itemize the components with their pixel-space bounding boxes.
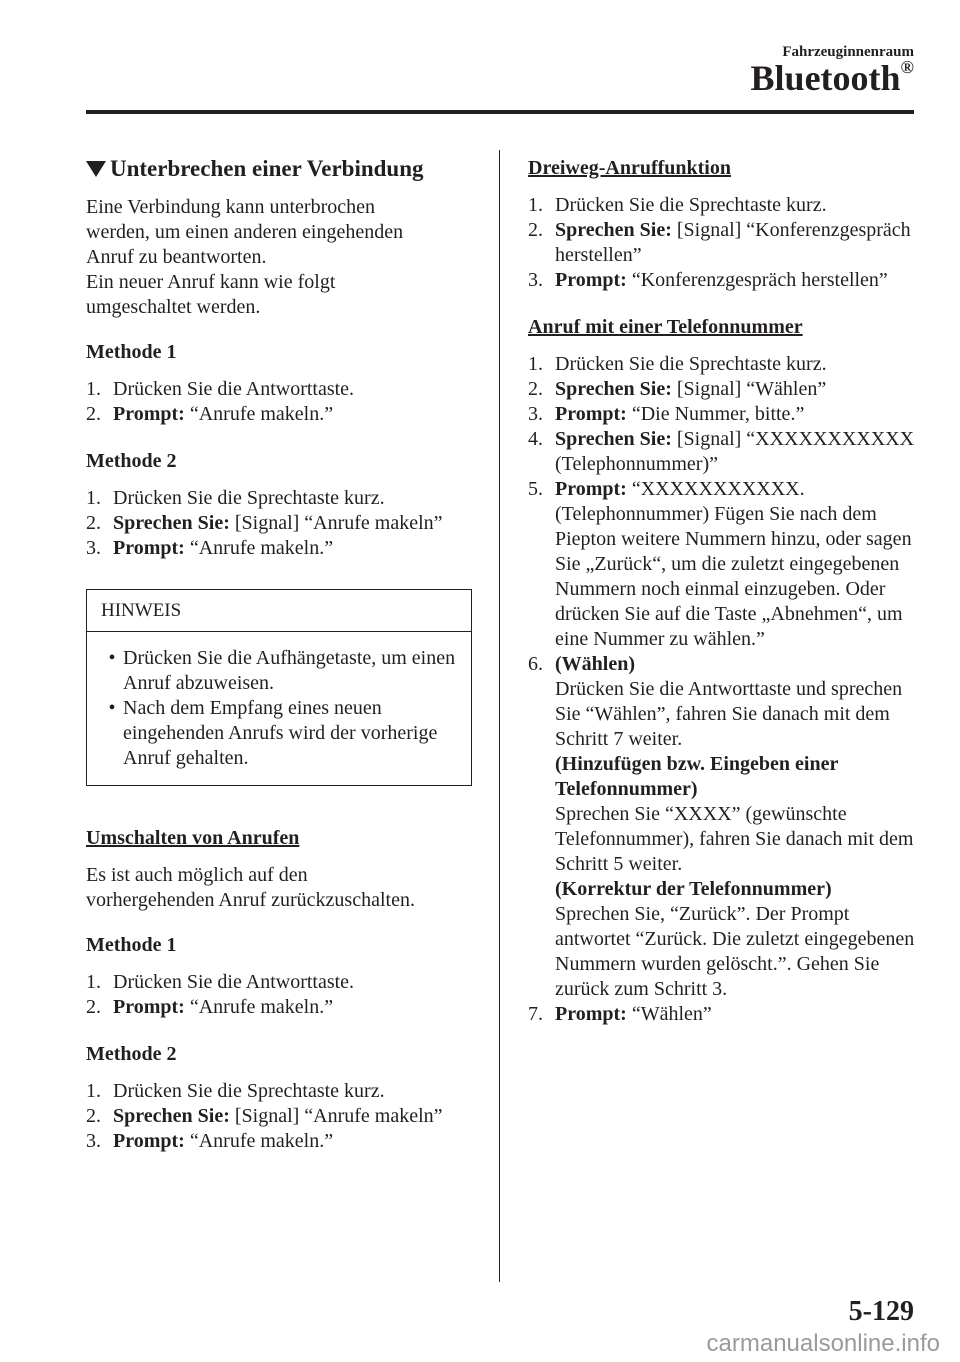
step: 1. Drücken Sie die Sprechtaste kurz.: [86, 487, 385, 509]
step: 3. Prompt: “Anrufe makeln.”: [86, 1130, 334, 1152]
step: 3. Prompt: “Die Nummer, bitte.”: [528, 403, 805, 425]
step: 3. Prompt: “Konferenzgespräch herstellen”: [528, 269, 888, 291]
header-title: Bluetooth®: [750, 57, 914, 98]
switch-intro: Es ist auch möglich auf den vorhergehenden Anruf zurückzuschalten.: [86, 864, 415, 911]
step: 5. Prompt: “XXXXXXXXXXX. (Telephonnummer) Fügen Sie nach dem Piepton weitere Nummern hinzu, oder sagen Sie „Zurück“, um die zuletzt eingegebenen Nummern noch einmal einzugeben. Oder drücken Sie auf die Taste „Abnehmen“, um eine Nummer zu wählen.”: [528, 478, 912, 650]
column-divider: [499, 150, 500, 1282]
page-number: 5-129: [848, 1296, 914, 1327]
switch-method-2-title: Methode 2: [86, 1043, 177, 1065]
method-1-title: Methode 1: [86, 341, 177, 363]
left-column: [86, 156, 476, 1176]
step: 2. Sprechen Sie: [Signal] “Anrufe makeln”: [86, 1105, 443, 1127]
step: 2. Sprechen Sie: [Signal] “Konferenzgespräch herstellen”: [528, 219, 911, 266]
step: 1. Drücken Sie die Sprechtaste kurz.: [528, 194, 827, 216]
method-2-title: Methode 2: [86, 450, 177, 472]
switch-method-1-steps: [86, 970, 476, 1020]
method-2-steps: [86, 486, 476, 561]
header-rule: [86, 110, 914, 114]
step: 1. Drücken Sie die Antworttaste.: [86, 971, 355, 993]
switch-method-2-steps: [86, 1079, 476, 1154]
step: 1. Drücken Sie die Sprechtaste kurz.: [528, 353, 827, 375]
switch-calls-title: Umschalten von Anrufen: [86, 827, 300, 849]
step: 7. Prompt: “Wählen”: [528, 1003, 712, 1025]
step: 3. Prompt: “Anrufe makeln.”: [86, 537, 334, 559]
note-box: [86, 589, 472, 786]
step: 2. Sprechen Sie: [Signal] “Anrufe makeln”: [86, 512, 443, 534]
step: 2. Prompt: “Anrufe makeln.”: [86, 996, 334, 1018]
step: 2. Sprechen Sie: [Signal] “Wählen”: [528, 378, 827, 400]
dial-number-title: Anruf mit einer Telefonnummer: [528, 316, 803, 338]
note-heading: HINWEIS: [87, 590, 471, 632]
header-section-label: Fahrzeuginnenraum: [782, 44, 914, 60]
switch-method-1-title: Methode 1: [86, 934, 177, 956]
dial-number-steps: [528, 352, 928, 1027]
step: 6. (Wählen) Drücken Sie die Antworttaste und sprechen Sie “Wählen”, fahren Sie danach mit dem Schritt 7 weiter. (Hinzufügen bzw. Eingeben einer Telefonnummer) Sprechen Sie “XXXX” (gewünschte Telefonnummer), fahren Sie danach mit dem Schritt 5 weiter. (Korrektur der Telefonnummer) Sprechen Sie, “Zurück”. Der Prompt antwortet “Zurück. Die zuletzt eingegebenen Nummern wurden gelöscht.”. Gehen Sie zurück zum Schritt 3.: [528, 653, 915, 1000]
step: 2. Prompt: “Anrufe makeln.”: [86, 403, 334, 425]
section-heading: Unterbrechen einer Verbindung: [86, 156, 476, 181]
watermark: carmanualsonline.info: [706, 1330, 940, 1357]
note-item: • Nach dem Empfang eines neuen eingehenden Anrufs wird der vorherige Anruf gehalten.: [108, 697, 438, 769]
step: 1. Drücken Sie die Antworttaste.: [86, 378, 355, 400]
triangle-marker-icon: [86, 161, 106, 177]
step: 4. Sprechen Sie: [Signal] “XXXXXXXXXXX (Telephonnummer)”: [528, 428, 915, 475]
intro-paragraph: Eine Verbindung kann unterbrochen werden, um einen anderen eingehenden Anruf zu beantworten. Ein neuer Anruf kann wie folgt umgeschaltet werden.: [86, 196, 404, 318]
note-item: • Drücken Sie die Aufhängetaste, um einen Anruf abzuweisen.: [108, 647, 456, 694]
method-1-steps: [86, 377, 476, 427]
conference-title: Dreiweg-Anruffunktion: [528, 157, 731, 179]
right-column: [528, 156, 928, 1027]
conference-steps: [528, 193, 928, 293]
step: 1. Drücken Sie die Sprechtaste kurz.: [86, 1080, 385, 1102]
